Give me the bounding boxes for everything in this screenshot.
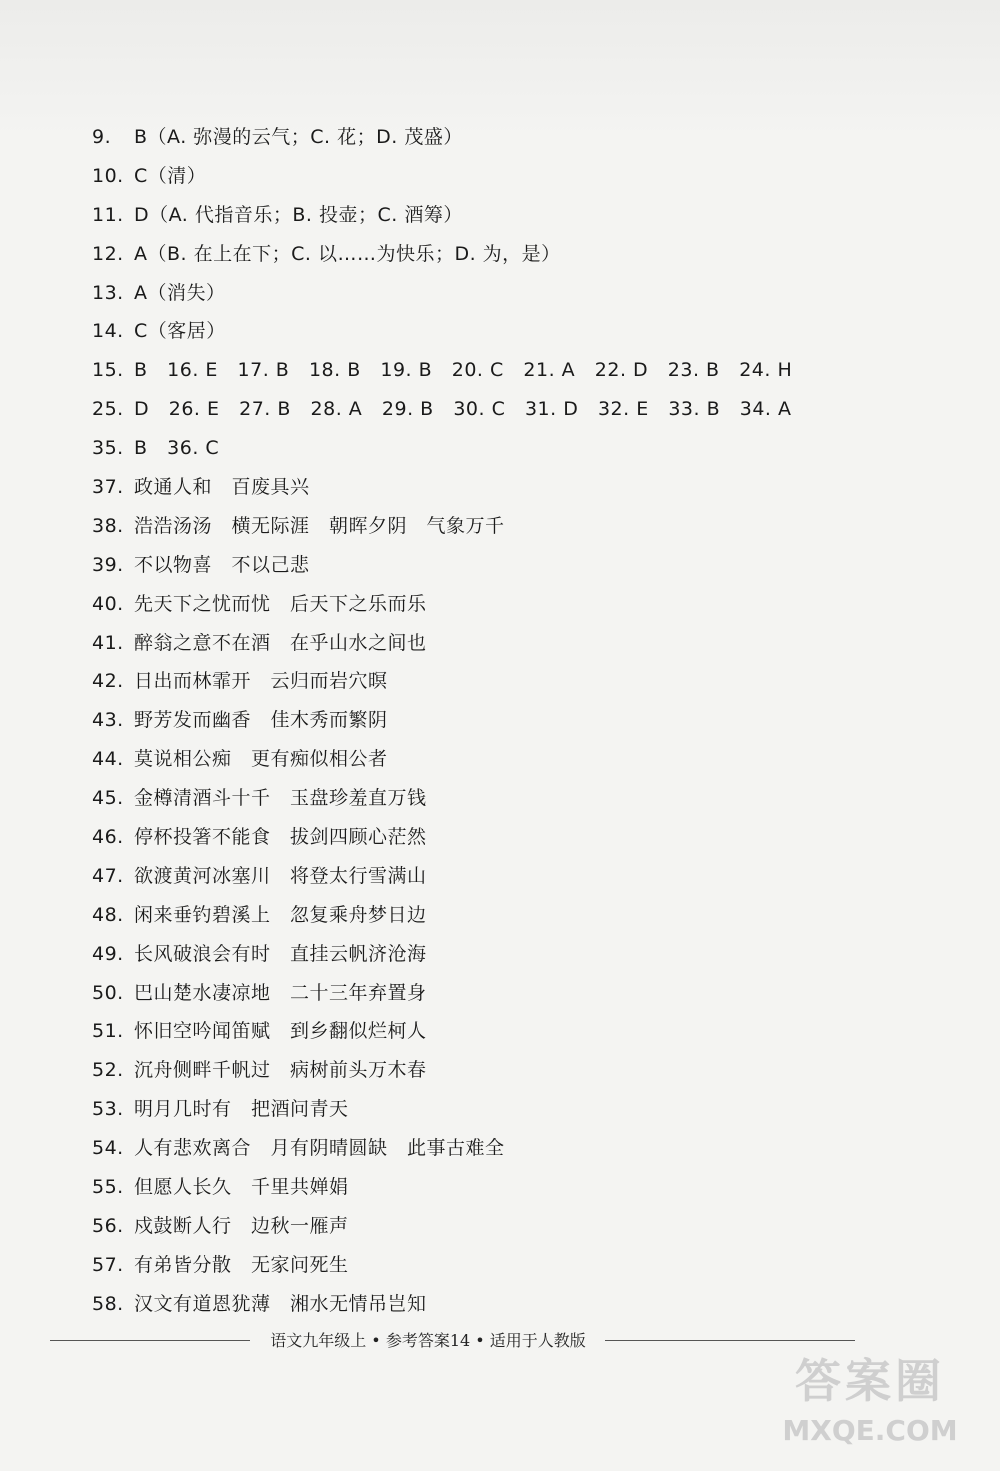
answer-line [92,1129,852,1168]
answer-number: 35. [92,437,124,460]
answer-text: 沉舟侧畔千帆过 病树前头万木春 [134,1059,427,1082]
answer-number: 13. [92,281,124,304]
answer-line [92,546,852,585]
answer-line [92,274,852,313]
answer-number: 41. [92,631,124,654]
answer-text: 莫说相公痴 更有痴似相公者 [134,748,388,771]
answer-text: B 36. C [134,437,220,460]
answer-number: 12. [92,242,124,265]
answer-text: D（A. 代指音乐；B. 投壶；C. 酒筹） [134,203,463,226]
answer-number: 52. [92,1059,124,1082]
answer-line [92,1168,852,1207]
answer-line [92,1012,852,1051]
answer-line [92,585,852,624]
footer-divider-right [605,1340,855,1341]
answer-text: A（消失） [134,281,226,304]
answer-text: 政通人和 百废具兴 [134,476,310,499]
answer-text: 浩浩汤汤 横无际涯 朝晖夕阴 气象万千 [134,514,505,537]
answer-line [92,468,852,507]
answer-line [92,779,852,818]
answer-line [92,1090,852,1129]
answer-text: C（客居） [134,320,226,343]
answer-line [92,701,852,740]
answer-text: 停杯投箸不能食 拔剑四顾心茫然 [134,826,427,849]
answer-number: 15. [92,359,124,382]
answer-text: 有弟皆分散 无家问死生 [134,1253,349,1276]
answer-line [92,896,852,935]
answer-line [92,157,852,196]
page-footer: 语文九年级上 • 参考答案14 • 适用于人教版 [270,1331,586,1350]
answer-text: 人有悲欢离合 月有阴晴圆缺 此事古难全 [134,1137,505,1160]
answer-line [92,390,852,429]
answer-number: 39. [92,553,124,576]
answer-line [92,818,852,857]
answer-number: 57. [92,1253,124,1276]
answer-text: C（清） [134,164,207,187]
answer-text: 明月几时有 把酒问青天 [134,1098,349,1121]
answer-number: 56. [92,1214,124,1237]
answer-line [92,196,852,235]
answer-text: B 16. E 17. B 18. B 19. B 20. C 21. A 22. D 23. B 24. H [134,359,793,382]
answer-text: 巴山楚水凄凉地 二十三年弃置身 [134,981,427,1004]
answer-number: 44. [92,748,124,771]
footer-divider-left [50,1340,250,1341]
answer-text: 长风破浪会有时 直挂云帆济沧海 [134,942,427,965]
answer-line [92,935,852,974]
answer-text: 但愿人长久 千里共婵娟 [134,1176,349,1199]
answer-text: A（B. 在上在下；C. 以……为快乐；D. 为，是） [134,242,561,265]
answer-number: 47. [92,864,124,887]
answer-number: 58. [92,1292,124,1315]
answer-text: 醉翁之意不在酒 在乎山水之间也 [134,631,427,654]
answer-number: 46. [92,826,124,849]
answer-number: 45. [92,787,124,810]
answer-number: 38. [92,514,124,537]
answer-text: B（A. 弥漫的云气；C. 花；D. 茂盛） [134,126,463,148]
answer-line [92,507,852,546]
answer-number: 9. [92,126,112,148]
answer-text: 野芳发而幽香 佳木秀而繁阴 [134,709,388,732]
answer-line [92,740,852,779]
answer-number: 11. [92,203,124,226]
answer-text: 戍鼓断人行 边秋一雁声 [134,1214,349,1237]
answer-line [92,118,852,157]
answer-number: 54. [92,1137,124,1160]
answer-text: 金樽清酒斗十千 玉盘珍羞直万钱 [134,787,427,810]
answer-line [92,857,852,896]
answer-line [92,351,852,390]
answer-number: 48. [92,903,124,926]
answer-line [92,624,852,663]
answer-text: D 26. E 27. B 28. A 29. B 30. C 31. D 32. E 33. B 34. A [134,398,792,421]
answer-number: 14. [92,320,124,343]
answer-line [92,1207,852,1246]
answer-line [92,312,852,351]
answer-line [92,1051,852,1090]
answer-text: 先天下之忧而忧 后天下之乐而乐 [134,592,427,615]
answer-text: 怀旧空吟闻笛赋 到乡翻似烂柯人 [134,1020,427,1043]
answer-number: 25. [92,398,124,421]
answer-line [92,662,852,701]
watermark-logo [760,1351,980,1461]
answer-number: 49. [92,942,124,965]
answer-text: 欲渡黄河冰塞川 将登太行雪满山 [134,864,427,887]
answer-line [92,1285,852,1324]
answer-number: 10. [92,164,124,187]
answer-number: 42. [92,670,124,693]
answer-text: 不以物喜 不以己悲 [134,553,310,576]
answer-line [92,974,852,1013]
answer-line [92,429,852,468]
answer-number: 43. [92,709,124,732]
answer-number: 51. [92,1020,124,1043]
answer-number: 40. [92,592,124,615]
answer-number: 50. [92,981,124,1004]
answer-line [92,235,852,274]
answer-text: 汉文有道恩犹薄 湘水无情吊岂知 [134,1292,427,1315]
answer-number: 53. [92,1098,124,1121]
answer-number: 37. [92,476,124,499]
watermark-title: 答案圈 [795,1354,945,1408]
answer-number: 55. [92,1176,124,1199]
answer-text: 日出而林霏开 云归而岩穴暝 [134,670,388,693]
answer-text: 闲来垂钓碧溪上 忽复乘舟梦日边 [134,903,427,926]
answer-list [92,118,852,1324]
watermark-url: MXQE.COM [782,1414,958,1447]
answer-line [92,1246,852,1285]
